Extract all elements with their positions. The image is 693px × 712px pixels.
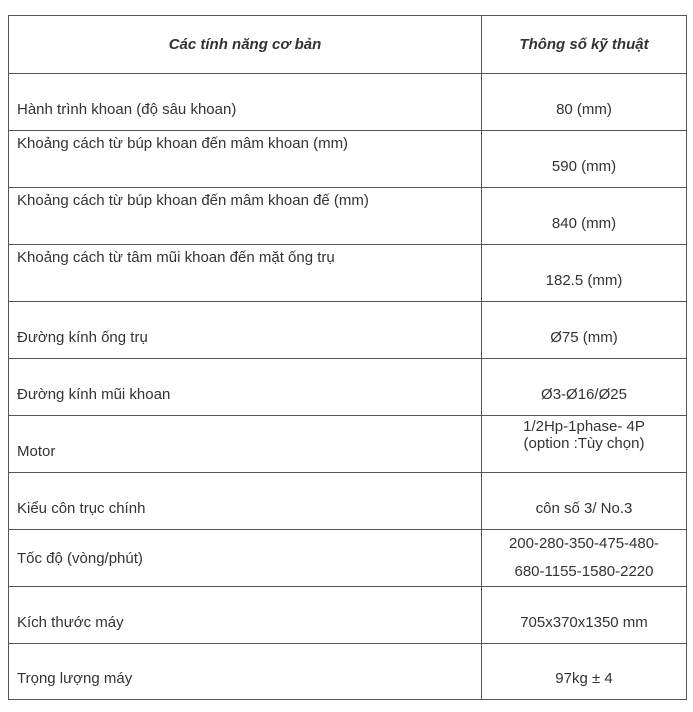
table-row [9, 359, 687, 416]
value-cell: 182.5 (mm) [482, 245, 687, 302]
feature-cell: Kích thước máy [9, 587, 482, 644]
value-cell: 590 (mm) [482, 131, 687, 188]
table-row [9, 587, 687, 644]
feature-cell: Motor [9, 416, 482, 473]
table-header-row [9, 16, 687, 74]
feature-cell: Khoảng cách từ búp khoan đến mâm khoan đế (mm) [9, 188, 482, 245]
table-row [9, 416, 687, 473]
feature-cell: Trọng lượng máy [9, 644, 482, 700]
motor-value-line-2: (option :Tùy chọn) [523, 435, 645, 452]
spec-table [8, 15, 687, 700]
header-feature: Các tính năng cơ bản [9, 16, 482, 74]
value-cell: 80 (mm) [482, 74, 687, 131]
value-cell: 840 (mm) [482, 188, 687, 245]
feature-cell: Đường kính mũi khoan [9, 359, 482, 416]
table-row [9, 530, 687, 587]
table-row [9, 302, 687, 359]
feature-cell: Kiểu côn trục chính [9, 473, 482, 530]
speed-value-line-2: 680-1155-1580-2220 [514, 563, 654, 580]
motor-value-line-1: 1/2Hp-1phase- 4P [523, 418, 645, 435]
feature-cell: Đường kính ống trụ [9, 302, 482, 359]
speed-value-line-1: 200-280-350-475-480- [508, 535, 660, 552]
feature-cell: Khoảng cách từ tâm mũi khoan đến mặt ống trụ [9, 245, 482, 302]
value-cell: côn số 3/ No.3 [482, 473, 687, 530]
value-cell [482, 530, 687, 587]
header-spec: Thông số kỹ thuật [482, 16, 687, 74]
value-cell: 97kg ± 4 [482, 644, 687, 700]
table-row [9, 245, 687, 302]
table-row [9, 188, 687, 245]
table-row [9, 131, 687, 188]
value-cell: 705x370x1350 mm [482, 587, 687, 644]
table-row [9, 473, 687, 530]
value-cell: Ø75 (mm) [482, 302, 687, 359]
value-cell [482, 416, 687, 473]
feature-cell: Hành trình khoan (độ sâu khoan) [9, 74, 482, 131]
feature-cell: Khoảng cách từ búp khoan đến mâm khoan (mm) [9, 131, 482, 188]
table-row [9, 644, 687, 700]
table-row [9, 74, 687, 131]
feature-cell: Tốc độ (vòng/phút) [9, 530, 482, 587]
value-cell: Ø3-Ø16/Ø25 [482, 359, 687, 416]
